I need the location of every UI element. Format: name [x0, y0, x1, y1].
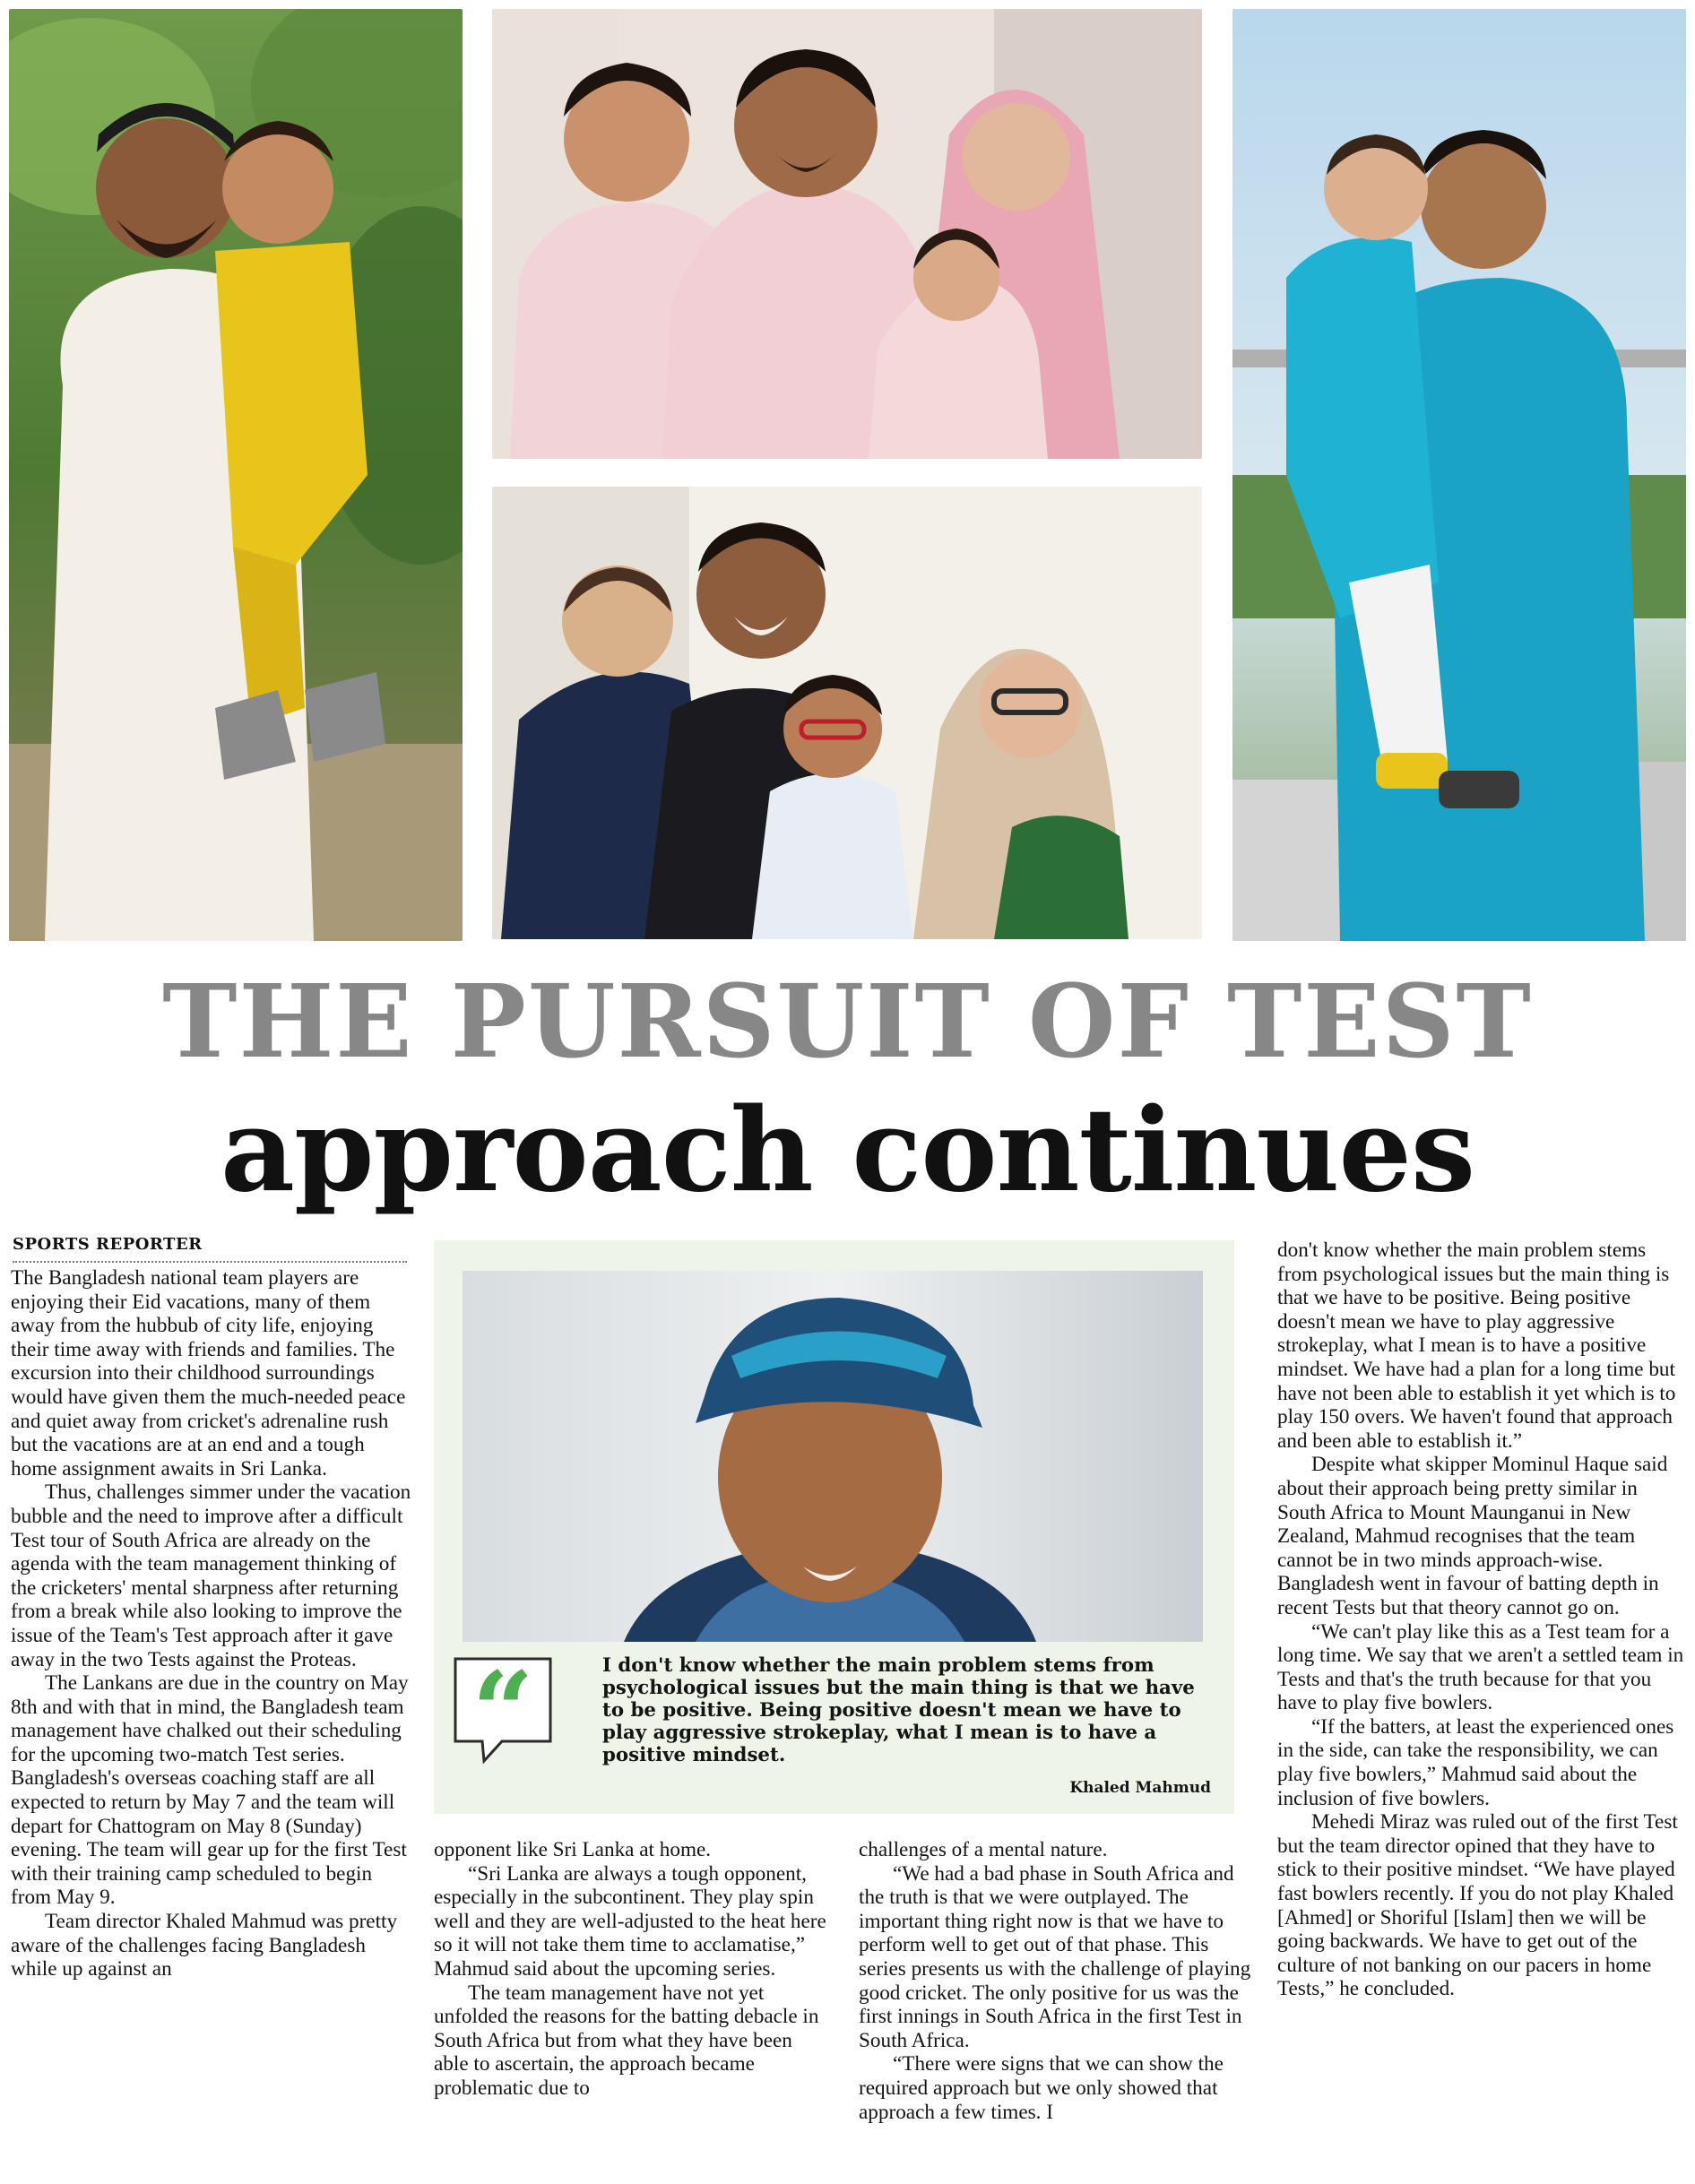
paragraph: The Lankans are due in the country on May 8th and with that in mind, the Bangladesh team management have chalked out their scheduling for the upcoming two-match Test series. Bangladesh's overseas coaching staff are all expected to return by May 7 and the team will depart for Chattogram on May 8 (Sunday) evening. The team will gear up for the first Test with their training camp scheduled to begin from May 9. [11, 1671, 409, 1910]
paragraph: challenges of a mental nature. [859, 1838, 1108, 1861]
paragraph: The Bangladesh national team players are enjoying their Eid vacations, many of them away from the hubbub of city life, enjoying their time away with friends and families. The excursion into their childhood surroundings would have given them the much-needed peace and quiet away from cricket's adrenaline rush but the vacations are at an end and a tough home assignment awaits in Sri Lanka. [11, 1266, 406, 1480]
quote-icon [448, 1652, 558, 1766]
paragraph: “We can't play like this as a Test team for a long time. We say that we aren't a settled team in Tests and that's the truth because for that you have to play five bowlers. [1277, 1619, 1684, 1715]
article-column-4 [1277, 1239, 1686, 2001]
photo-player-family-navy [492, 487, 1202, 939]
paragraph: “There were signs that we can show the required approach but we only showed that approach a few times. I [859, 2052, 1224, 2124]
article-column-3 [859, 1838, 1253, 2124]
paragraph: Despite what skipper Mominul Haque said about their approach being pretty similar in South Africa to Mount Maunganui in New Zealand, Mahmud recognises that the team cannot be in two minds approach-wise. Bangladesh went in favour of batting depth in recent Tests but that theory cannot go on. [1277, 1453, 1668, 1619]
article-column-2 [434, 1838, 828, 2101]
paragraph: Thus, challenges simmer under the vacation bubble and the need to improve after a difficult Test tour of South Africa are already on the agenda with the team management thinking of the cricketers' mental sharpness after returning from a break while also looking to improve the issue of the Team's Test approach after it gave away in the two Tests against the Proteas. [11, 1480, 411, 1671]
paragraph: “Sri Lanka are always a tough opponent, especially in the subcontinent. They play spin well and they are well-adjusted to the heat here so it will not take them time to acclamatise,” Mahmud said about the upcoming series. [434, 1861, 826, 1981]
headline-line-2: approach continues [221, 1083, 1474, 1218]
pull-quote-credit: Khaled Mahmud [1069, 1779, 1211, 1797]
photo-player-with-child-blue [1232, 9, 1686, 941]
headline-line-1: THE PURSUIT OF TEST [162, 963, 1533, 1081]
byline: SPORTS REPORTER [13, 1235, 407, 1263]
paragraph: don't know whether the main problem stems from psychological issues but the main thing is that we have to be positive. Being positive doesn't mean we have to play aggressive strokeplay, what I mean is to have a positive mindset. We have had a plan for a long time but have not been able to establish it yet which is to play 150 overs. We haven't found that approach and been able to establish it.” [1277, 1239, 1676, 1453]
photo-player-family-pink [492, 9, 1202, 459]
paragraph: The team management have not yet unfolded the reasons for the batting debacle in South Africa but from what they have been able to ascertain, the approach became problematic due to [434, 1981, 819, 2100]
article-column-1 [11, 1266, 412, 1981]
paragraph: “We had a bad phase in South Africa and the truth is that we were outplayed. The important thing right now is that we have to perform well to get out of that phase. This series presents us with the challenge of playing good cricket. The only positive for us was the first innings in South Africa in the first Test in South Africa. [859, 1861, 1251, 2052]
paragraph: “If the batters, at least the experienced ones in the side, can take the responsibility, we can play five bowlers,” Mahmud said about the inclusion of five bowlers. [1277, 1714, 1674, 1810]
paragraph: Mehedi Miraz was ruled out of the first Test but the team director opined that they have to stick to their positive mindset. “We have played fast bowlers recently. If you do not play Khaled [Ahmed] or Shoriful [Islam] then we will be going backwards. We have to get out of the culture of not banking on our pacers in home Tests,” he concluded. [1277, 1810, 1678, 2001]
pull-quote-text: I don't know whether the main problem stems from psychological issues but the main thing is that we have to be positive. Being positive doesn't mean we have to play aggressive strokeplay, what I mean is to have a positive mindset. [602, 1654, 1195, 1766]
paragraph: opponent like Sri Lanka at home. [434, 1838, 712, 1861]
paragraph: Team director Khaled Mahmud was pretty aware of the challenges facing Bangladesh while up against an [11, 1910, 398, 1981]
photo-khaled-mahmud [463, 1271, 1203, 1642]
photo-player-with-child-white [9, 9, 463, 941]
svg-text:“: “ [471, 1652, 534, 1766]
